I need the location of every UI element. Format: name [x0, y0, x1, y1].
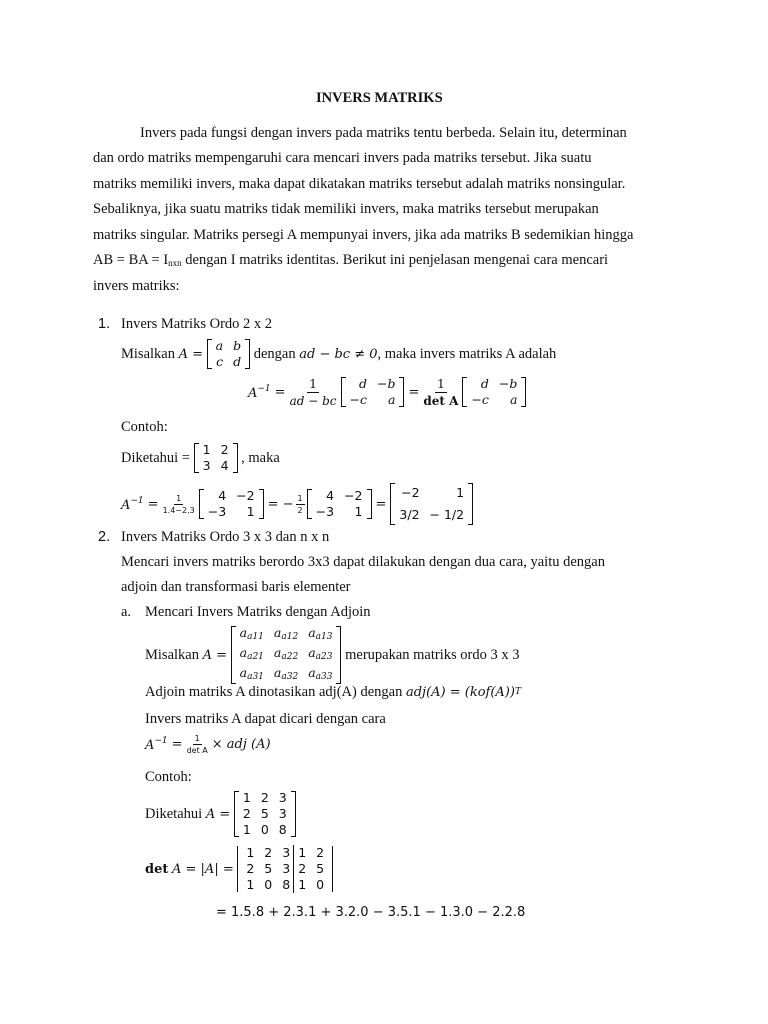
matrix-example-3x3: 1 2 3 2 5 3 1 0 8 [234, 790, 296, 838]
s1-diketahui-line: Diketahui = 1 2 3 4 , maka [121, 442, 280, 473]
intro-line-2: dan ordo matriks mempengaruhi cara mencari invers pada matriks tersebut. Jika suatu [93, 150, 592, 166]
s2-diketahui-line: Diketahui A = 1 2 3 2 5 3 1 0 8 [145, 790, 296, 838]
s2-misalkan-line: Misalkan A = $a_{a11}$ $a_{a12}$ $a_{a13}$ $a_{a21}$ $a_{a22}$ $a_{a23}$ $a_{a31}$ $a_{a32}$ $a_{a33}$ merupakan matriks ordo 3 x 3 [145, 625, 519, 685]
sarrus-determinant: 1 2 3 1 2 2 5 3 2 5 1 0 8 1 0 [237, 845, 333, 893]
intro-line-7: invers matriks: [93, 278, 180, 294]
matrix-general-3x3: $a_{a11}$ $a_{a12}$ $a_{a13}$ $a_{a21}$ $a_{a22}$ $a_{a23}$ $a_{a31}$ $a_{a32}$ $a_{a33}$ [231, 625, 342, 685]
s1-contoh: Contoh: [121, 419, 168, 435]
example-inverse-2x2: $A^{-1}$ = $\frac{1}{1.4-2.3}$ 4 −2 −3 1 = − $\frac{1}{2}$ 4 −2 −3 1 = −2 1 3/2 − 1/2 [121, 482, 473, 526]
intro-line-3: matriks memiliki invers, maka dapat dikatakan matriks tersebut adalah matriks nonsingular. [93, 176, 626, 192]
matrix-abcd: a b c d [207, 338, 250, 370]
section-1-heading: Invers Matriks Ordo 2 x 2 [121, 316, 273, 332]
cara-line: Invers matriks A dapat dicari dengan cara [145, 711, 386, 727]
inverse-formula-2x2: $A^{-1}$ = $\frac{1}{ad - bc}$ d −b −c a = $\frac{1}{\text{det A}}$ d −b −c a [248, 376, 526, 408]
intro-line-6: AB = BA = $I_{nxn}$ dengan I matriks identitas. Berikut ini penjelasan mengenai cara mencari [93, 252, 609, 268]
s2-paragraph-line-1: Mencari invers matriks berordo 3x3 dapat dilakukan dengan dua cara, yaitu dengan [121, 554, 605, 570]
intro-line-5: matriks singular. Matriks persegi A mempunyai invers, jika ada matriks B sedemikian hingga [93, 227, 634, 243]
sub-a-heading: Mencari Invers Matriks dengan Adjoin [145, 604, 371, 620]
sub-a-label: a. [121, 604, 132, 620]
section-2-number: 2. [98, 529, 111, 545]
condition-formula: ad − bc ≠ 0 [299, 346, 378, 362]
s2-contoh: Contoh: [145, 769, 192, 785]
s1-misalkan-line: Misalkan A = a b c d dengan ad − bc ≠ 0 , maka invers matriks A adalah [121, 338, 557, 369]
intro-line-1: Invers pada fungsi dengan invers pada matriks tentu berbeda. Selain itu, determinan [140, 125, 627, 141]
intro-line-4: Sebaliknya, jika suatu matriks tidak memiliki invers, maka matriks tersebut merupakan [93, 201, 599, 217]
section-1-number: 1. [98, 316, 111, 332]
adjoin-line: Adjoin matriks A dinotasikan adj(A) dengan adj(A) = (kof(A)) T [145, 684, 521, 700]
s2-paragraph-line-2: adjoin dan transformasi baris elementer [121, 579, 351, 595]
inverse-formula-adjoin: $A^{-1}$ = $\frac{1}{\text{det A}}$ × adj (A) [145, 734, 271, 755]
section-2-heading: Invers Matriks Ordo 3 x 3 dan n x n [121, 529, 330, 545]
determinant-expansion: = 1.5.8 + 2.3.1 + 3.2.0 − 3.5.1 − 1.3.0 − 2.2.8 [216, 905, 526, 920]
determinant-line: det A = |A| = 1 2 3 1 2 2 5 3 2 5 1 0 8 1 0 [145, 845, 333, 893]
page-title: INVERS MATRIKS [316, 90, 443, 106]
